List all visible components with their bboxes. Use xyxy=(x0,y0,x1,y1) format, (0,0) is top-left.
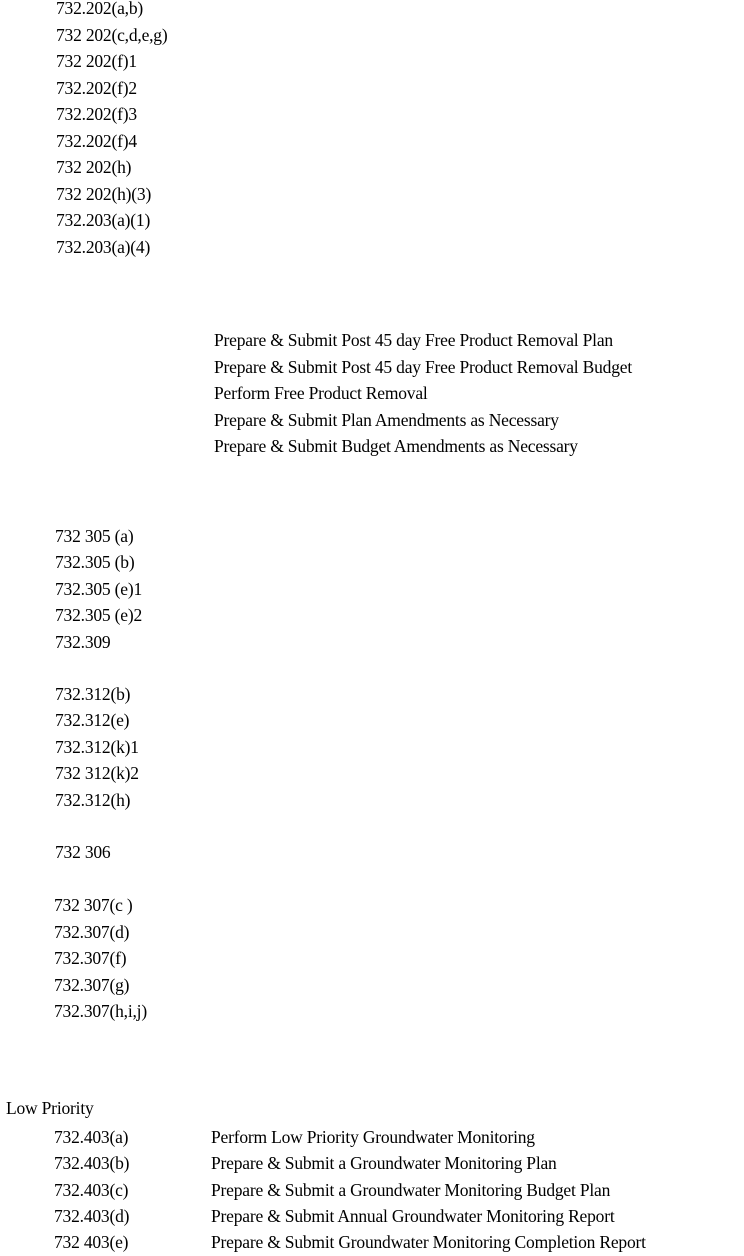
task-line: Perform Low Priority Groundwater Monitoring xyxy=(211,1127,535,1147)
code-line: 732.312(h) xyxy=(55,790,131,810)
code-line: 732.312(e) xyxy=(55,710,130,730)
code-line: 732 312(k)2 xyxy=(55,763,139,783)
code-line: 732.307(g) xyxy=(54,975,130,995)
code-line: 732 307(c ) xyxy=(54,895,133,915)
task-line: Prepare & Submit Plan Amendments as Necessary xyxy=(214,410,559,430)
code-line: 732.312(b) xyxy=(55,684,131,704)
code-line: 732.312(k)1 xyxy=(55,737,139,757)
code-line: 732.202(f)2 xyxy=(56,78,137,98)
code-line: 732 202(f)1 xyxy=(56,51,137,71)
code-line: 732.305 (e)1 xyxy=(55,579,143,599)
code-line: 732.307(h,i,j) xyxy=(54,1001,147,1021)
code-line: 732.202(f)4 xyxy=(56,131,137,151)
task-line: Prepare & Submit a Groundwater Monitoring Budget Plan xyxy=(211,1180,611,1200)
code-line: 732 202(c,d,e,g) xyxy=(56,25,168,45)
section-heading: Low Priority xyxy=(6,1098,94,1118)
code-line: 732.403(a) xyxy=(54,1127,129,1147)
task-line: Perform Free Product Removal xyxy=(214,383,428,403)
code-line: 732.305 (b) xyxy=(55,552,135,572)
code-line: 732 403(e) xyxy=(54,1232,129,1252)
code-line: 732 306 xyxy=(55,842,111,862)
task-line: Prepare & Submit Post 45 day Free Product Removal Budget xyxy=(214,357,632,377)
task-line: Prepare & Submit Post 45 day Free Product Removal Plan xyxy=(214,330,613,350)
code-line: 732 305 (a) xyxy=(55,526,134,546)
code-line: 732.305 (e)2 xyxy=(55,605,143,625)
code-line: 732.309 xyxy=(55,632,111,652)
task-line: Prepare & Submit a Groundwater Monitoring Plan xyxy=(211,1153,557,1173)
task-line: Prepare & Submit Annual Groundwater Monitoring Report xyxy=(211,1206,615,1226)
code-line: 732.403(c) xyxy=(54,1180,129,1200)
code-line: 732 202(h)(3) xyxy=(56,184,152,204)
code-line: 732.202(f)3 xyxy=(56,104,137,124)
code-line: 732.307(d) xyxy=(54,922,130,942)
code-line: 732 202(h) xyxy=(56,157,132,177)
task-line: Prepare & Submit Budget Amendments as Necessary xyxy=(214,436,578,456)
code-line: 732.307(f) xyxy=(54,948,127,968)
task-line: Prepare & Submit Groundwater Monitoring Completion Report xyxy=(211,1232,646,1252)
code-line: 732.403(d) xyxy=(54,1206,130,1226)
code-line: 732.203(a)(1) xyxy=(56,210,151,230)
code-line: 732.203(a)(4) xyxy=(56,237,151,257)
code-line: 732.202(a,b) xyxy=(56,0,144,18)
code-line: 732.403(b) xyxy=(54,1153,130,1173)
